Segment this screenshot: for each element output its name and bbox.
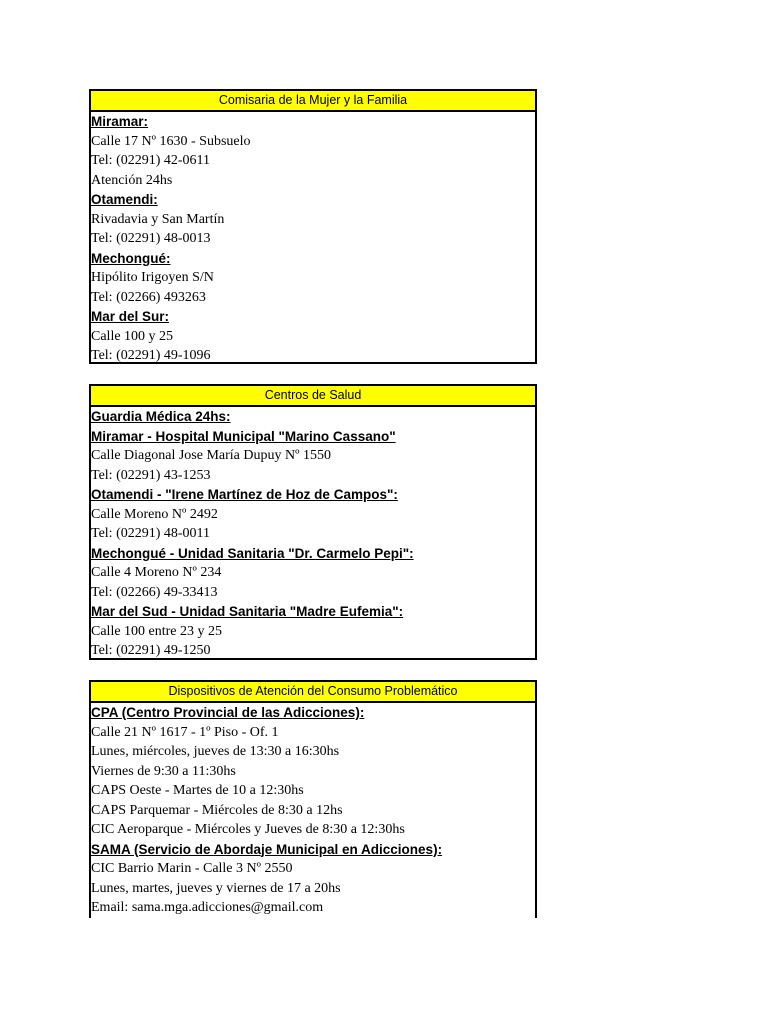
info-line: Calle 17 Nº 1630 - Subsuelo	[91, 133, 251, 149]
info-line: Rivadavia y San Martín	[91, 211, 225, 227]
info-line: Calle 21 Nº 1617 - 1º Piso - Of. 1	[91, 724, 279, 740]
location-heading: Mechongué - Unidad Sanitaria "Dr. Carmelo Pepi":	[91, 545, 414, 561]
info-line: Tel: (02266) 49-33413	[91, 584, 218, 600]
section-rows	[91, 407, 535, 661]
info-line: Calle 100 y 25	[91, 328, 174, 344]
info-line: CAPS Parquemar - Miércoles de 8:30 a 12hs	[91, 802, 343, 818]
section-title: Dispositivos de Atención del Consumo Problemático	[91, 682, 535, 703]
info-line: Lunes, martes, jueves y viernes de 17 a 20hs	[91, 880, 341, 896]
section-comisaria	[89, 89, 537, 364]
document-sheet	[89, 89, 537, 938]
location-heading: Mar del Sur:	[91, 309, 170, 324]
info-line: Tel: (02291) 43-1253	[91, 467, 211, 483]
location-heading: Mechongué:	[91, 250, 171, 266]
info-line: Calle Diagonal Jose María Dupuy Nº 1550	[91, 448, 331, 463]
info-line: Tel: (02291) 48-0013	[91, 231, 211, 246]
info-line: Atención 24hs	[91, 172, 173, 188]
section-title: Comisaria de la Mujer y la Familia	[91, 91, 535, 112]
location-heading: Miramar:	[91, 114, 149, 129]
info-line: Hipólito Irigoyen S/N	[91, 270, 214, 285]
info-line: Calle Moreno Nº 2492	[91, 506, 218, 522]
section-title: Centros de Salud	[91, 386, 535, 407]
info-line: CIC Aeroparque - Miércoles y Jueves de 8:30 a 12:30hs	[91, 822, 405, 837]
section-rows	[91, 703, 535, 918]
info-line: Email: sama.mga.adicciones@gmail.com	[91, 900, 324, 915]
info-line: Tel: (02291) 42-0611	[91, 153, 211, 168]
info-line: CIC Barrio Marin - Calle 3 Nº 2550	[91, 861, 293, 876]
section-centros-de-salud	[89, 384, 537, 660]
info-line: Tel: (02291) 49-1096	[91, 348, 211, 363]
info-line: Tel: (02291) 49-1250	[91, 643, 211, 658]
location-heading: Miramar - Hospital Municipal "Marino Cassano"	[91, 428, 396, 444]
location-heading: Otamendi:	[91, 192, 158, 207]
info-line: Lunes, miércoles, jueves de 13:30 a 16:30hs	[91, 744, 340, 759]
location-heading: Guardia Médica 24hs:	[91, 409, 231, 424]
section-consumo-problematico	[89, 680, 537, 918]
section-rows	[91, 112, 535, 366]
info-line: Tel: (02266) 493263	[91, 289, 206, 305]
info-line: Calle 100 entre 23 y 25	[91, 623, 223, 639]
location-heading: Mar del Sud - Unidad Sanitaria "Madre Eufemia":	[91, 604, 404, 619]
info-line: Viernes de 9:30 a 11:30hs	[91, 763, 236, 779]
info-line: Calle 4 Moreno Nº 234	[91, 565, 222, 580]
location-heading: Otamendi - "Irene Martínez de Hoz de Campos":	[91, 487, 398, 502]
location-heading: SAMA (Servicio de Abordaje Municipal en Adicciones):	[91, 841, 443, 857]
info-line: CAPS Oeste - Martes de 10 a 12:30hs	[91, 783, 304, 798]
info-line: Tel: (02291) 48-0011	[91, 526, 211, 541]
location-heading: CPA (Centro Provincial de las Adicciones):	[91, 705, 365, 720]
